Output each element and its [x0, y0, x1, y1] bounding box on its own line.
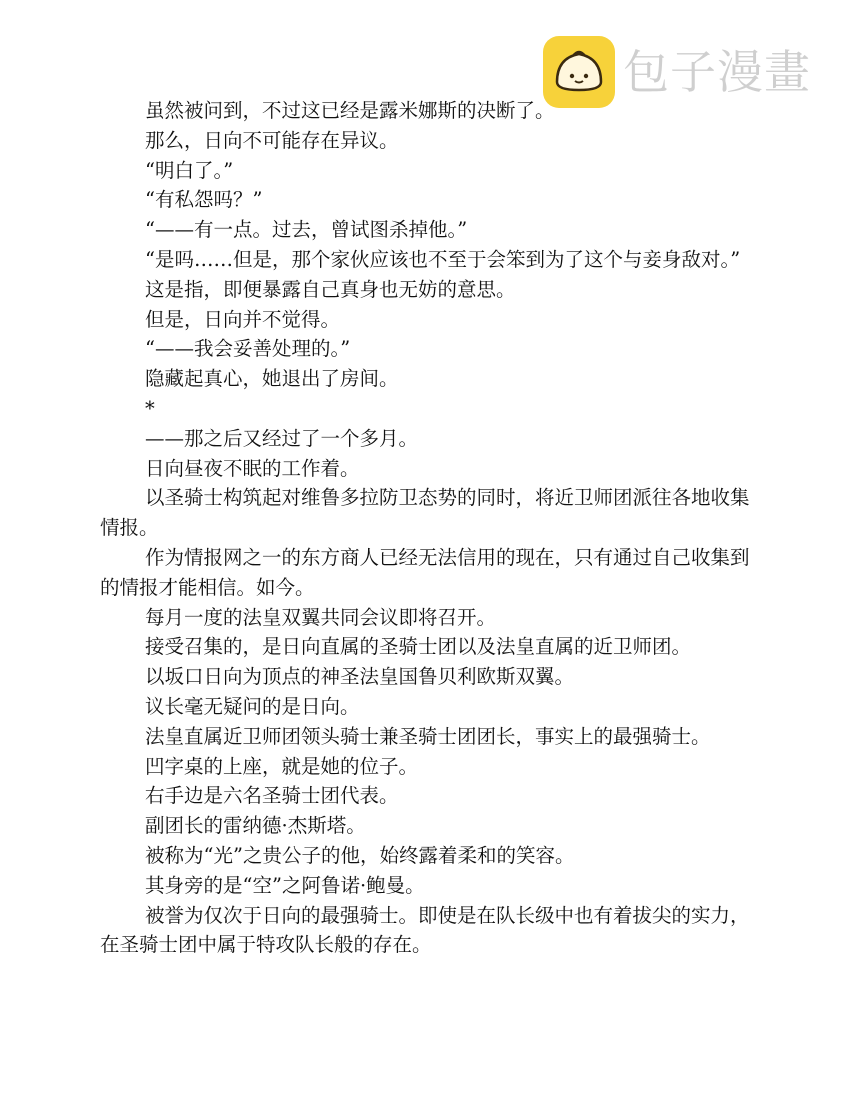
paragraph: 虽然被问到，不过这已经是露米娜斯的决断了。	[145, 99, 555, 122]
paragraph: 但是，日向并不觉得。	[145, 307, 341, 331]
paragraph: 接受召集的，是日向直属的圣骑士团以及法皇直属的近卫师团。	[145, 635, 692, 659]
paragraph: 以坂口日向为顶点的神圣法皇国鲁贝利欧斯双翼。	[145, 665, 575, 689]
document-body	[100, 96, 752, 960]
paragraph: “——我会妥善处理的。”	[145, 337, 351, 361]
paragraph: 那么，日向不可能存在异议。	[145, 128, 399, 152]
paragraph: 被誉为仅次于日向的最强骑士。即使是在队长级中也有着拔尖的实力，在圣骑士团中属于特攻队长般的存在。	[100, 903, 750, 957]
paragraph: 日向昼夜不眠的工作着。	[145, 456, 360, 480]
scene-break: *	[145, 396, 155, 420]
watermark-text: 包子漫畫	[623, 45, 811, 99]
paragraph: “——有一点。过去，曾试图杀掉他。”	[145, 218, 468, 242]
paragraph: 以圣骑士构筑起对维鲁多拉防卫态势的同时，将近卫师团派往各地收集情报。	[100, 486, 750, 540]
paragraph: “明白了。”	[145, 158, 234, 182]
paragraph: 副团长的雷纳德·杰斯塔。	[145, 814, 366, 838]
paragraph: “有私怨吗？”	[145, 188, 263, 212]
paragraph: “是吗……但是，那个家伙应该也不至于会笨到为了这个与妾身敌对。”	[145, 247, 741, 271]
paragraph: 法皇直属近卫师团领头骑士兼圣骑士团团长，事实上的最强骑士。	[145, 724, 711, 748]
paragraph: 作为情报网之一的东方商人已经无法信用的现在，只有通过自己收集到的情报才能相信。如今。	[100, 545, 750, 599]
paragraph: 每月一度的法皇双翼共同会议即将召开。	[145, 605, 497, 629]
paragraph: ——那之后又经过了一个多月。	[145, 426, 419, 450]
paragraph: 右手边是六名圣骑士团代表。	[145, 784, 399, 808]
paragraph: 这是指，即便暴露自己真身也无妨的意思。	[145, 277, 516, 301]
paragraph: 凹字桌的上座，就是她的位子。	[145, 754, 419, 778]
paragraph: 被称为“光”之贵公子的他，始终露着柔和的笑容。	[145, 843, 575, 867]
paragraph: 隐藏起真心，她退出了房间。	[145, 367, 399, 391]
paragraph: 其身旁的是“空”之阿鲁诺·鲍曼。	[145, 873, 425, 897]
paragraph: 议长毫无疑问的是日向。	[145, 694, 360, 718]
